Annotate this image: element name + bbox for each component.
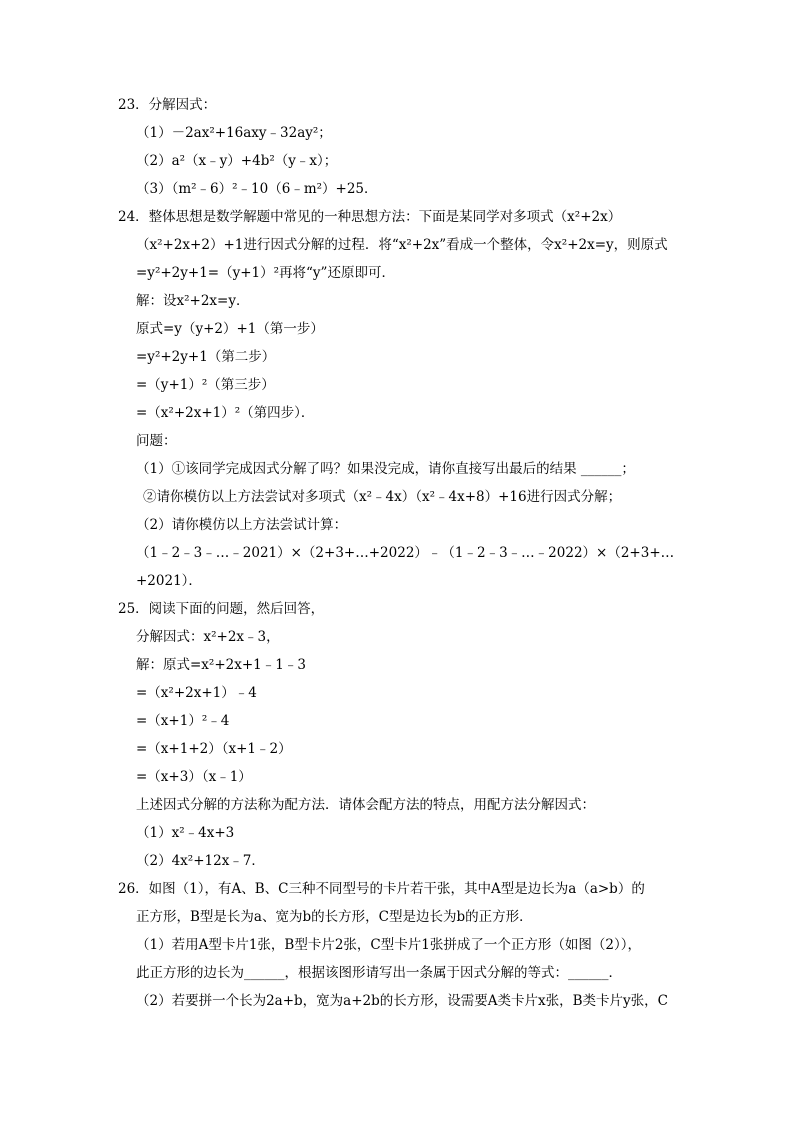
q23-part1: （1）－2ax²+16axy﹣32ay²； [136,125,332,141]
q24-question-label: 问题： [136,433,177,449]
q25-solution-l3: =（x+1）²﹣4 [136,713,230,729]
q25-solution-l1: 解：原式=x²+2x+1﹣1﹣3 [136,657,306,673]
q23-heading: 23．分解因式： [118,97,217,113]
q24-step1: 原式=y（y+2）+1（第一步） [136,321,324,337]
q25-solution-l5: =（x+3）（x﹣1） [136,769,252,785]
q24-heading: 24．整体思想是数学解题中常见的一种思想方法：下面是某同学对多项式（x²+2x） [118,209,622,225]
q24-step3: =（y+1）²（第三步） [136,377,275,393]
q26-part1-cont: 此正方形的边长为______，根据该图形请写出一条属于因式分解的等式：______． [136,965,622,981]
q24-part1a: （1）①该同学完成因式分解了吗？如果没完成，请你直接写出最后的结果 ______； [136,461,635,477]
q24-step4: =（x²+2x+1）²（第四步）． [136,405,315,421]
q24-solution-set: 解：设x²+2x=y． [136,293,250,309]
q24-part2: （2）请你模仿以上方法尝试计算： [136,517,348,533]
q24-text-line2: （x²+2x+2）+1进行因式分解的过程．将“x²+2x”看成一个整体，令x²+2x=y，则原式 [136,237,668,253]
q25-instruction: 上述因式分解的方法称为配方法．请体会配方法的特点，用配方法分解因式： [136,797,595,813]
q26-part2: （2）若要拼一个长为2a+b，宽为a+2b的长方形，设需要A类卡片x张，B类卡片y张，C [136,993,669,1009]
q24-step2: =y²+2y+1（第二步） [136,349,276,365]
q25-solution-l4: =（x+1+2）（x+1﹣2） [136,741,292,757]
q24-part1b: ②请你模仿以上方法尝试对多项式（x²﹣4x）（x²﹣4x+8）+16进行因式分解； [143,489,622,505]
q25-example: 分解因式：x²+2x﹣3， [136,629,280,645]
q25-heading: 25．阅读下面的问题，然后回答， [118,601,325,617]
q25-part2: （2）4x²+12x﹣7． [136,853,265,869]
q26-text-line2: 正方形，B型是长为a、宽为b的长方形，C型是边长为b的正方形． [136,909,533,925]
q23-part3: （3）（m²﹣6）²﹣10（6﹣m²）+25． [136,181,378,197]
q24-text-line3: =y²+2y+1=（y+1）²再将“y”还原即可． [136,265,395,281]
q25-solution-l2: =（x²+2x+1）﹣4 [136,685,257,701]
q23-part2: （2）a²（x﹣y）+4b²（y﹣x）； [136,153,338,169]
q26-heading: 26．如图（1），有A、B、C三种不同型号的卡片若干张，其中A型是边长为a（a>b）的 [118,881,645,897]
q26-part1: （1）若用A型卡片1张，B型卡片2张，C型卡片1张拼成了一个正方形（如图（2））， [136,937,641,953]
q24-part2-expr: （1﹣2﹣3﹣…﹣2021）×（2+3+…+2022）﹣（1﹣2﹣3﹣…﹣2022）×（2+3+… [136,545,675,561]
q24-part2-expr-end: +2021）． [136,573,202,589]
q25-part1: （1）x²﹣4x+3 [136,825,235,841]
